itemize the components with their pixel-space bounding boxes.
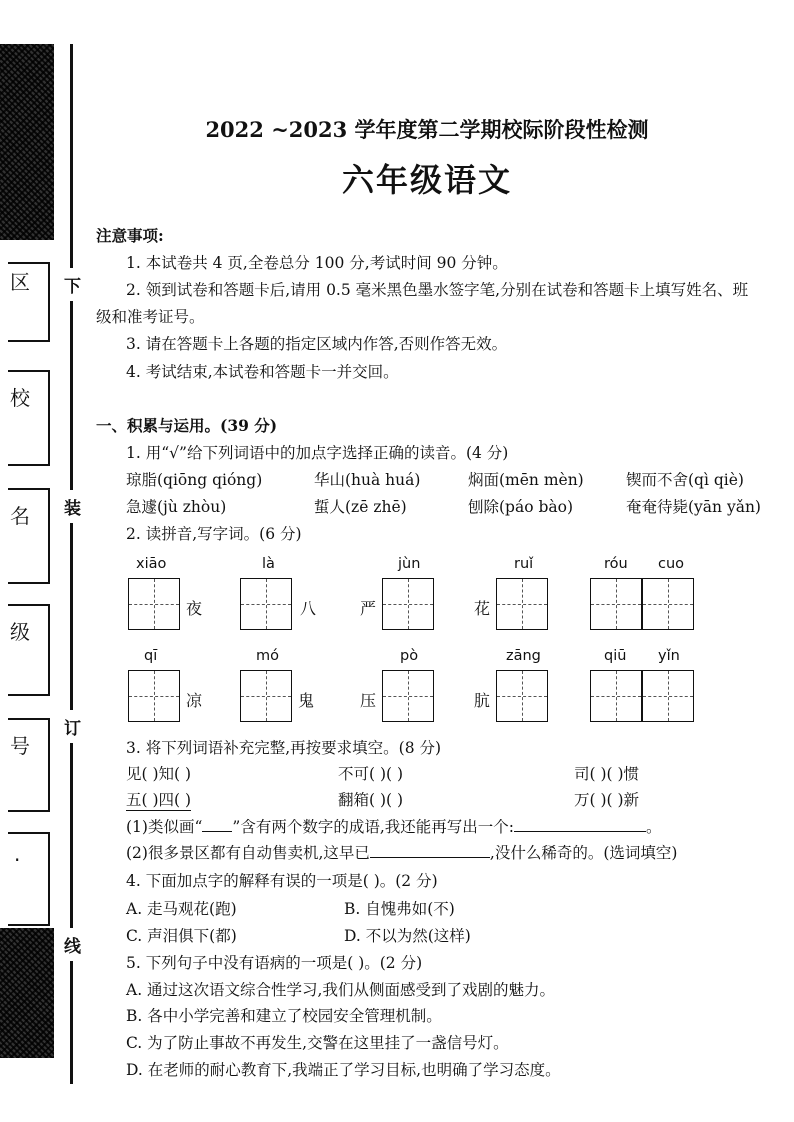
writing-cell[interactable] bbox=[128, 578, 180, 630]
q3-sub2-answer[interactable] bbox=[370, 857, 490, 858]
notice-item: 1. 本试卷共 4 页,全卷总分 100 分,考试时间 90 分钟。 bbox=[126, 254, 508, 272]
pinyin: mó bbox=[256, 648, 279, 664]
binding-mark-zhuang: 装 bbox=[64, 490, 81, 523]
q4-stem: 4. 下面加点字的解释有误的一项是( )。(2 分) bbox=[126, 872, 438, 890]
given-char: 压 bbox=[360, 691, 377, 710]
writing-cell[interactable] bbox=[642, 670, 694, 722]
q1-item[interactable]: 琼脂(qiōng qióng) bbox=[126, 471, 263, 489]
q3-sub1-blank-a[interactable] bbox=[202, 831, 232, 832]
writing-cell[interactable] bbox=[240, 578, 292, 630]
given-char: 严 bbox=[360, 599, 377, 618]
side-label-school: 校 bbox=[10, 386, 30, 410]
q3-sub2-a: (2)很多景区都有自动售卖机,这早已 bbox=[126, 844, 370, 862]
q3-sub1-a: (1)类似画“ bbox=[126, 818, 203, 836]
q1-item[interactable]: 奄奄待毙(yān yǎn) bbox=[626, 498, 761, 516]
given-char: 夜 bbox=[186, 599, 203, 618]
notice-heading: 注意事项: bbox=[96, 226, 164, 245]
writing-cell[interactable] bbox=[128, 670, 180, 722]
writing-cell[interactable] bbox=[590, 670, 642, 722]
q5-option-b[interactable]: B. 各中小学完善和建立了校园安全管理机制。 bbox=[126, 1007, 442, 1025]
binding-mark-below: 下 bbox=[64, 268, 81, 301]
pinyin: róu bbox=[604, 556, 628, 572]
q5-option-d[interactable]: D. 在老师的耐心教育下,我端正了学习目标,也明确了学习态度。 bbox=[126, 1061, 561, 1079]
pinyin: xiāo bbox=[136, 556, 167, 572]
given-char: 八 bbox=[300, 599, 317, 618]
exam-title: 2022 ~2023 学年度第二学期校际阶段性检测 bbox=[205, 117, 649, 142]
q3-item-underlined[interactable]: 五( )四( ) bbox=[126, 788, 191, 811]
writing-cell[interactable] bbox=[382, 670, 434, 722]
given-char: 鬼 bbox=[298, 691, 315, 710]
given-char: 凉 bbox=[186, 691, 203, 710]
q3-item[interactable]: 见( )知( ) bbox=[126, 765, 192, 783]
notice-item: 3. 请在答题卡上各题的指定区域内作答,否则作答无效。 bbox=[126, 335, 508, 353]
writing-cell[interactable] bbox=[240, 670, 292, 722]
q1-item[interactable]: 刨除(páo bào) bbox=[468, 498, 574, 516]
notice-item: 级和准考证号。 bbox=[96, 308, 205, 326]
writing-cell[interactable] bbox=[590, 578, 642, 630]
q3-sub1 bbox=[126, 815, 661, 837]
given-char: 肮 bbox=[474, 691, 491, 710]
pinyin: yǐn bbox=[658, 648, 680, 664]
writing-cell[interactable] bbox=[496, 670, 548, 722]
writing-cell[interactable] bbox=[496, 578, 548, 630]
pinyin: ruǐ bbox=[514, 556, 534, 572]
q3-sub1-answer[interactable] bbox=[514, 831, 646, 832]
notice-item: 2. 领到试卷和答题卡后,请用 0.5 毫米黑色墨水签字笔,分别在试卷和答题卡上填写姓名、班 bbox=[126, 281, 749, 299]
q3-item[interactable]: 万( )( )新 bbox=[574, 791, 640, 809]
q5-option-c[interactable]: C. 为了防止事故不再发生,交警在这里挂了一盏信号灯。 bbox=[126, 1034, 509, 1052]
pinyin: cuo bbox=[658, 556, 685, 572]
pinyin: qiū bbox=[604, 648, 627, 664]
writing-cell[interactable] bbox=[642, 578, 694, 630]
section-heading: 一、积累与运用。(39 分) bbox=[96, 416, 278, 435]
q3-stem: 3. 将下列词语补充完整,再按要求填空。(8 分) bbox=[126, 739, 442, 757]
side-label-number: 号 bbox=[10, 734, 30, 758]
writing-cell[interactable] bbox=[382, 578, 434, 630]
pinyin: jùn bbox=[398, 556, 421, 572]
side-label-extra: . bbox=[14, 842, 21, 866]
q4-option-a[interactable]: A. 走马观花(跑) bbox=[126, 900, 237, 918]
q3-item[interactable]: 不可( )( ) bbox=[338, 765, 404, 783]
binding-mark-ding: 订 bbox=[64, 710, 81, 743]
pinyin: qī bbox=[144, 648, 158, 664]
q1-item[interactable]: 华山(huà huá) bbox=[314, 471, 421, 489]
pinyin: là bbox=[262, 556, 275, 572]
side-label-name: 名 bbox=[10, 504, 30, 528]
q2-stem: 2. 读拼音,写字词。(6 分) bbox=[126, 525, 302, 543]
q1-item[interactable]: 蜇人(zē zhē) bbox=[314, 498, 407, 516]
pinyin: pò bbox=[400, 648, 419, 664]
pinyin: zāng bbox=[506, 648, 541, 664]
q1-item[interactable]: 急遽(jù zhòu) bbox=[126, 498, 227, 516]
side-label-class: 级 bbox=[10, 620, 30, 644]
q3-item[interactable]: 司( )( )惯 bbox=[574, 765, 640, 783]
subject-title: 六年级语文 bbox=[341, 161, 512, 199]
q1-item[interactable]: 锲而不舍(qì qiè) bbox=[626, 471, 744, 489]
q3-sub2 bbox=[126, 841, 677, 863]
q4-option-c[interactable]: C. 声泪俱下(都) bbox=[126, 927, 237, 945]
q4-option-b[interactable]: B. 自愧弗如(不) bbox=[344, 900, 455, 918]
q1-stem: 1. 用“√”给下列词语中的加点字选择正确的读音。(4 分) bbox=[126, 444, 509, 462]
q3-item[interactable]: 翻箱( )( ) bbox=[338, 791, 404, 809]
side-label-district: 区 bbox=[10, 270, 30, 294]
notice-item: 4. 考试结束,本试卷和答题卡一并交回。 bbox=[126, 363, 399, 381]
q3-sub1-c: 。 bbox=[645, 818, 662, 836]
q4-option-d[interactable]: D. 不以为然(这样) bbox=[344, 927, 471, 945]
binding-mark-xian: 线 bbox=[64, 928, 81, 961]
scan-noise-bottom bbox=[0, 928, 54, 1058]
given-char: 花 bbox=[474, 599, 491, 618]
q3-sub1-b: ”含有两个数字的成语,我还能再写出一个: bbox=[232, 818, 514, 836]
q5-option-a[interactable]: A. 通过这次语文综合性学习,我们从侧面感受到了戏剧的魅力。 bbox=[126, 981, 555, 999]
q3-sub2-b: ,没什么稀奇的。(选词填空) bbox=[489, 844, 678, 862]
q1-item[interactable]: 焖面(mēn mèn) bbox=[468, 471, 584, 489]
q5-stem: 5. 下列句子中没有语病的一项是( )。(2 分) bbox=[126, 954, 423, 972]
